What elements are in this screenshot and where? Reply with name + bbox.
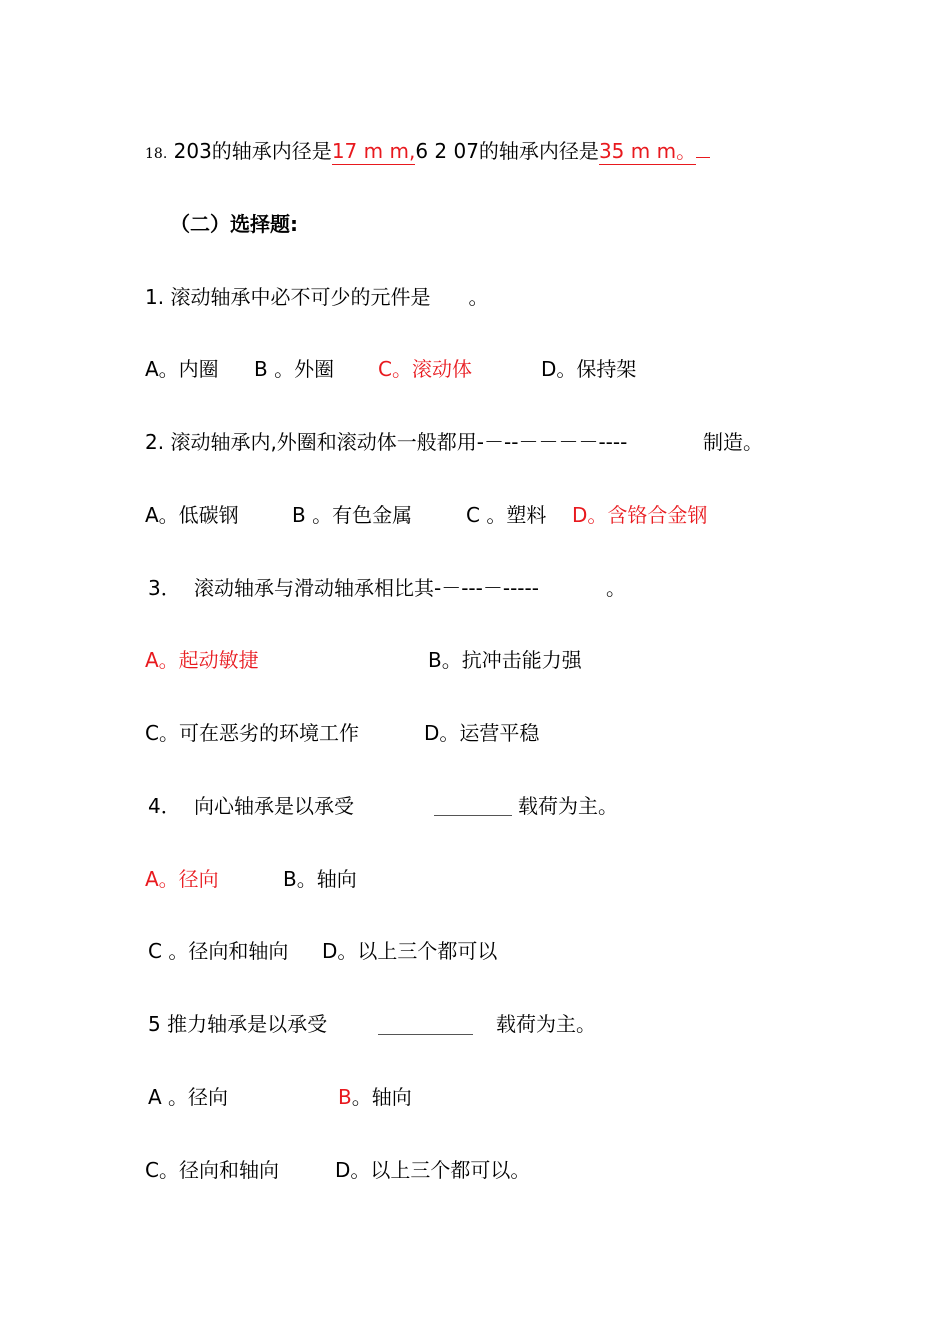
answer-text: 17 m m, bbox=[331, 139, 416, 163]
underline-tail bbox=[696, 156, 710, 158]
option-a: A。低碳钢 bbox=[145, 503, 239, 527]
question-1-stem bbox=[145, 284, 488, 310]
question-end: 制造。 bbox=[703, 430, 763, 454]
option-b: B 。有色金属 bbox=[292, 503, 413, 527]
section-heading: （二）选择题: bbox=[170, 212, 298, 236]
option-a: A。内圈 bbox=[145, 357, 219, 381]
answer-blank bbox=[378, 1016, 473, 1035]
question-2-stem: 2. 滚动轴承内,外圈和滚动体一般都用-－--－－－－---- bbox=[145, 430, 628, 454]
option-d: D。运营平稳 bbox=[424, 721, 540, 745]
question-3-stem: 滚动轴承与滑动轴承相比其-－---－----- bbox=[194, 576, 539, 600]
question-end: 载荷为主。 bbox=[518, 794, 618, 818]
option-text: 。轴向 bbox=[351, 1085, 412, 1109]
option-c: C 。径向和轴向 bbox=[148, 939, 289, 963]
option-b: B。抗冲击能力强 bbox=[428, 648, 582, 672]
option-d: D。以上三个都可以。 bbox=[335, 1158, 531, 1182]
option-d-answer: D。含铬合金钢 bbox=[572, 503, 708, 527]
option-a: A 。径向 bbox=[148, 1085, 229, 1109]
option-b-answer bbox=[338, 1084, 412, 1110]
question-number: 18. bbox=[145, 146, 168, 162]
option-d: D。保持架 bbox=[541, 357, 637, 381]
option-d: D。以上三个都可以 bbox=[322, 939, 498, 963]
option-c: C。径向和轴向 bbox=[145, 1158, 279, 1182]
option-c-answer: C。滚动体 bbox=[378, 357, 472, 381]
option-b: B 。外圈 bbox=[254, 357, 335, 381]
option-a-answer: A。径向 bbox=[145, 867, 219, 891]
fill-question-18 bbox=[145, 138, 710, 167]
question-end: 。 bbox=[606, 576, 626, 600]
question-end: 。 bbox=[468, 285, 489, 309]
question-text: 6 2 07的轴承内径是 bbox=[415, 139, 599, 163]
question-3-number: 3． bbox=[148, 576, 181, 600]
option-c: C。可在恶劣的环境工作 bbox=[145, 721, 359, 745]
question-text: 1. 滚动轴承中必不可少的元件是 bbox=[145, 285, 431, 309]
question-end: 载荷为主。 bbox=[496, 1012, 596, 1036]
option-a-answer: A。起动敏捷 bbox=[145, 648, 259, 672]
option-c: C 。塑料 bbox=[466, 503, 547, 527]
answer-blank bbox=[434, 797, 512, 816]
answer-letter: B bbox=[338, 1085, 352, 1109]
question-5-stem: 5 推力轴承是以承受 bbox=[148, 1012, 328, 1036]
question-4-number: 4． bbox=[148, 794, 181, 818]
question-text: 203的轴承内径是 bbox=[173, 139, 332, 163]
question-4-stem: 向心轴承是以承受 bbox=[194, 794, 354, 818]
answer-text: 35 m m。 bbox=[598, 139, 697, 163]
option-b: B。轴向 bbox=[283, 867, 357, 891]
